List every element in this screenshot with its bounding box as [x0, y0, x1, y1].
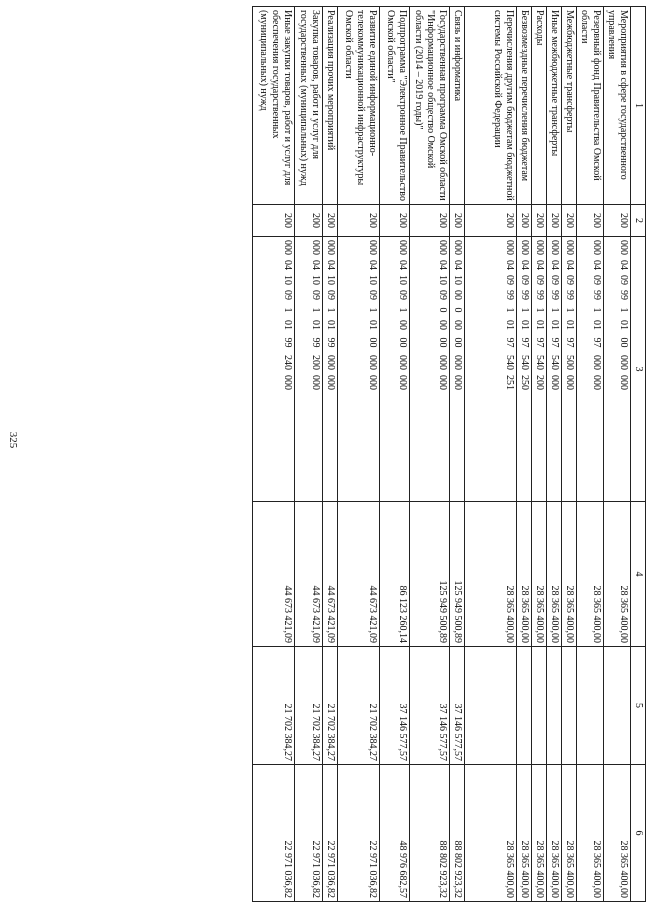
table-row: [410, 7, 450, 902]
table-row: [465, 7, 517, 902]
row-name-cell: Государственная программа Омской области "Информационное общество Омской области (2014 – 2019 годы)": [410, 7, 450, 205]
row-col5-cell: 21 702 384,27: [253, 647, 295, 765]
header-cell-5: 5: [631, 647, 646, 765]
rotated-table-content: [75, 6, 646, 901]
row-col5-cell: [604, 647, 631, 765]
table-row: [547, 7, 562, 902]
header-cell-2: 2: [631, 205, 646, 237]
row-code-cell: 200: [532, 205, 547, 237]
row-csr-cell: 000 04 09 99 1 01 97 540 250: [517, 237, 532, 502]
row-col6-cell: 88 802 923,32: [410, 765, 450, 902]
table-row: [450, 7, 465, 902]
table-row: [338, 7, 380, 902]
row-col4-cell: 28 365 400,00: [562, 502, 577, 647]
table-row: [380, 7, 410, 902]
row-csr-cell: 000 04 09 99 1 01 97 000 000: [577, 237, 604, 502]
row-name-cell: Расходы: [532, 7, 547, 205]
row-code-cell: 200: [323, 205, 338, 237]
row-col4-cell: 28 365 400,00: [532, 502, 547, 647]
row-code-cell: 200: [450, 205, 465, 237]
table-row: [295, 7, 323, 902]
row-col4-cell: 28 365 400,00: [517, 502, 532, 647]
table-row: [323, 7, 338, 902]
header-cell-4: 4: [631, 502, 646, 647]
header-cell-3: 3: [631, 237, 646, 502]
row-col4-cell: 44 673 421,09: [295, 502, 323, 647]
row-name-cell: Закупка товаров, работ и услуг для государственных (муниципальных) нужд: [295, 7, 323, 205]
row-col4-cell: 44 673 421,09: [253, 502, 295, 647]
row-col4-cell: 28 365 400,00: [604, 502, 631, 647]
row-csr-cell: 000 04 10 09 1 01 99 240 000: [253, 237, 295, 502]
row-code-cell: 200: [338, 205, 380, 237]
row-col6-cell: 28 365 400,00: [517, 765, 532, 902]
row-csr-cell: 000 04 10 09 1 01 99 200 000: [295, 237, 323, 502]
row-csr-cell: 000 04 09 99 1 01 97 500 000: [562, 237, 577, 502]
row-csr-cell: 000 04 09 99 1 01 00 000 000: [604, 237, 631, 502]
row-col4-cell: 28 365 400,00: [465, 502, 517, 647]
table-row: [253, 7, 295, 902]
row-col5-cell: [532, 647, 547, 765]
table-row: [604, 7, 631, 902]
row-code-cell: 200: [562, 205, 577, 237]
row-col4-cell: 125 949 500,89: [450, 502, 465, 647]
row-code-cell: 200: [253, 205, 295, 237]
row-col6-cell: 28 365 400,00: [562, 765, 577, 902]
row-col6-cell: 28 365 400,00: [532, 765, 547, 902]
row-col4-cell: 28 365 400,00: [547, 502, 562, 647]
row-csr-cell: 000 04 09 99 1 01 97 540 251: [465, 237, 517, 502]
header-cell-6: 6: [631, 765, 646, 902]
table-row: [532, 7, 547, 902]
budget-table: [252, 6, 646, 902]
row-code-cell: 200: [577, 205, 604, 237]
row-name-cell: Безвозмездные перечисления бюджетам: [517, 7, 532, 205]
header-row: [631, 7, 646, 902]
row-name-cell: Иные закупки товаров, работ и услуг для обеспечения государственных (муниципальных) нужд: [253, 7, 295, 205]
row-name-cell: Подпрограмма "Электронное Правительство Омской области": [380, 7, 410, 205]
row-col5-cell: 21 702 384,27: [295, 647, 323, 765]
row-name-cell: Реализация прочих мероприятий: [323, 7, 338, 205]
table-row: [577, 7, 604, 902]
row-csr-cell: 000 04 10 00 0 00 00 000 000: [450, 237, 465, 502]
row-csr-cell: 000 04 10 09 1 01 99 000 000: [323, 237, 338, 502]
row-name-cell: Резервный фонд Правительства Омской области: [577, 7, 604, 205]
row-code-cell: 200: [604, 205, 631, 237]
table-row: [517, 7, 532, 902]
row-col5-cell: 37 146 577,57: [450, 647, 465, 765]
row-csr-cell: 000 04 09 99 1 01 97 540 200: [532, 237, 547, 502]
row-code-cell: 200: [465, 205, 517, 237]
row-code-cell: 200: [547, 205, 562, 237]
table-row: [562, 7, 577, 902]
row-col6-cell: 28 365 400,00: [604, 765, 631, 902]
row-col6-cell: 22 971 036,82: [295, 765, 323, 902]
row-name-cell: Развитие единой информационно-телекоммуникационной инфраструктуры Омской области: [338, 7, 380, 205]
page-number: 325: [7, 431, 19, 449]
row-csr-cell: 000 04 10 09 0 00 00 000 000: [410, 237, 450, 502]
row-csr-cell: 000 04 10 09 1 01 00 000 000: [338, 237, 380, 502]
row-col4-cell: 44 673 421,09: [338, 502, 380, 647]
header-cell-1: 1: [631, 7, 646, 205]
row-name-cell: Мероприятия в сфере государственного управления: [604, 7, 631, 205]
row-col5-cell: [465, 647, 517, 765]
row-col6-cell: 48 976 682,57: [380, 765, 410, 902]
row-col6-cell: 88 802 923,32: [450, 765, 465, 902]
row-col5-cell: [562, 647, 577, 765]
row-csr-cell: 000 04 10 09 1 00 00 000 000: [380, 237, 410, 502]
row-col4-cell: 125 949 500,89: [410, 502, 450, 647]
row-col6-cell: 28 365 400,00: [465, 765, 517, 902]
row-code-cell: 200: [380, 205, 410, 237]
row-col6-cell: 22 971 036,82: [338, 765, 380, 902]
row-col5-cell: 21 702 384,27: [323, 647, 338, 765]
row-code-cell: 200: [517, 205, 532, 237]
row-col6-cell: 28 365 400,00: [547, 765, 562, 902]
row-name-cell: Перечисления другим бюджетам бюджетной системы Российской Федерации: [465, 7, 517, 205]
row-col5-cell: [547, 647, 562, 765]
row-col4-cell: 44 673 421,09: [323, 502, 338, 647]
row-name-cell: Связь и информатика: [450, 7, 465, 205]
row-col4-cell: 86 123 260,14: [380, 502, 410, 647]
row-col5-cell: 37 146 577,57: [380, 647, 410, 765]
row-col5-cell: [577, 647, 604, 765]
row-col5-cell: [517, 647, 532, 765]
row-col5-cell: 37 146 577,57: [410, 647, 450, 765]
row-csr-cell: 000 04 09 99 1 01 97 540 000: [547, 237, 562, 502]
rotated-table-wrapper: [75, 6, 646, 901]
row-col6-cell: 28 365 400,00: [577, 765, 604, 902]
row-col4-cell: 28 365 400,00: [577, 502, 604, 647]
row-code-cell: 200: [410, 205, 450, 237]
row-col6-cell: 22 971 036,82: [323, 765, 338, 902]
row-col6-cell: 22 971 036,82: [253, 765, 295, 902]
row-code-cell: 200: [295, 205, 323, 237]
row-name-cell: Межбюджетные трансферты: [562, 7, 577, 205]
row-name-cell: Иные межбюджетные трансферты: [547, 7, 562, 205]
row-col5-cell: 21 702 384,27: [338, 647, 380, 765]
